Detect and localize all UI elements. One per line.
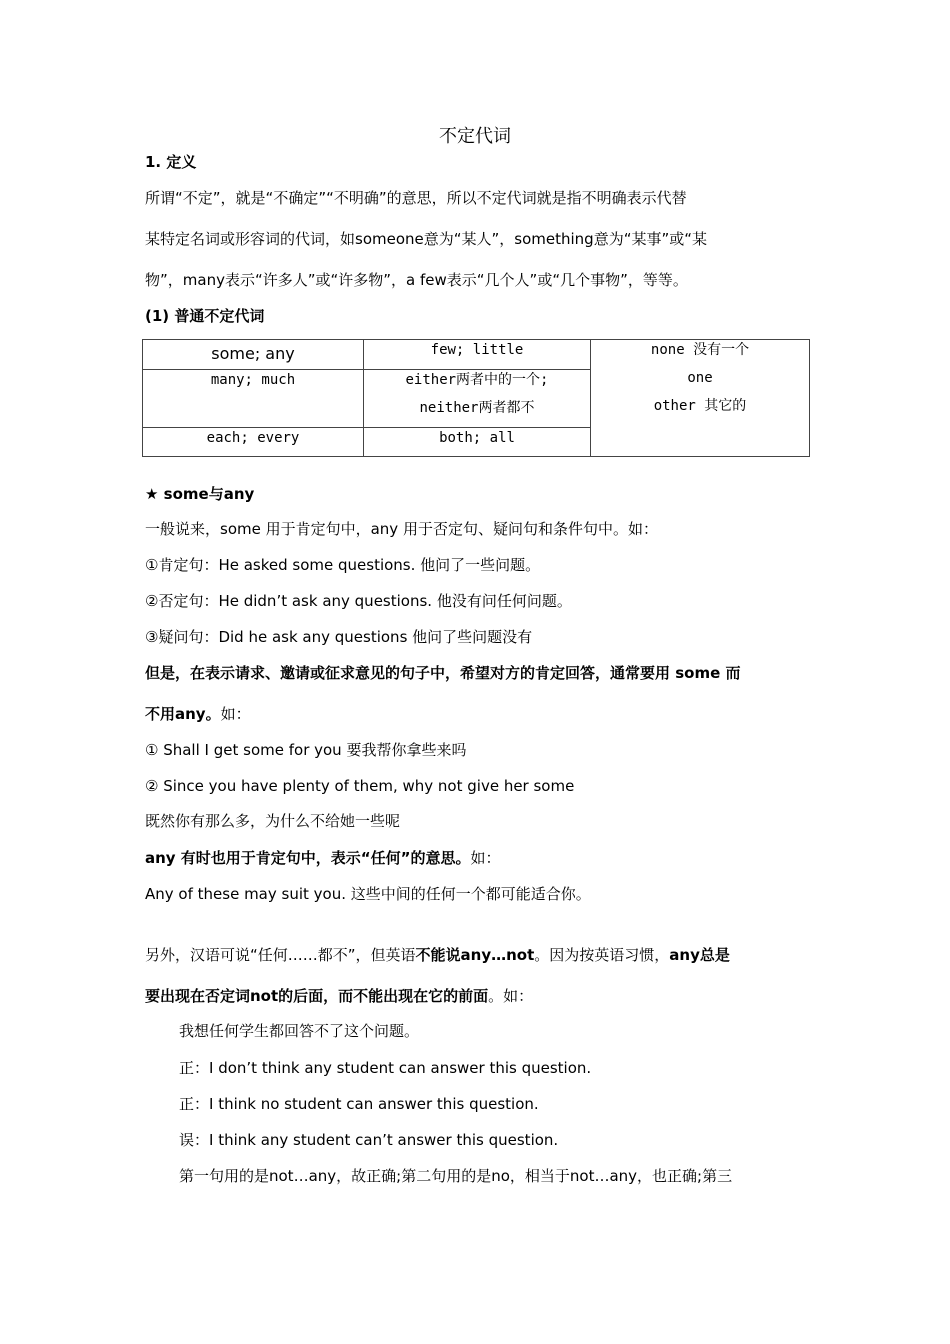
table-cell: some; any — [143, 340, 364, 370]
example-request-2: ② Since you have plenty of them, why not give her some — [145, 777, 575, 795]
definition-line-2: 某特定名词或形容词的代词，如someone意为“某人”，something意为“某事”或“某 — [145, 230, 708, 248]
table-cell: few; little — [364, 340, 591, 370]
example-affirmative: ①肯定句：He asked some questions. 他问了一些问题。 — [145, 556, 541, 574]
someany-intro: 一般说来，some 用于肯定句中，any 用于否定句、疑问句和条件句中。如： — [145, 520, 658, 538]
section-heading-definition: 1. 定义 — [145, 153, 197, 171]
someany-note-line-2: 不用any。如： — [145, 705, 251, 723]
example-question: ③疑问句：Did he ask any questions 他问了些问题没有 — [145, 628, 533, 646]
example-negative: ②否定句：He didn’t ask any questions. 他没有问任何问题。 — [145, 592, 572, 610]
example-correct-1: 正：I don’t think any student can answer this question. — [179, 1059, 592, 1077]
example-any: Any of these may suit you. 这些中间的任何一个都可能适合你。 — [145, 885, 591, 903]
pronoun-table — [142, 339, 810, 457]
example-chinese-sentence: 我想任何学生都回答不了这个问题。 — [179, 1022, 420, 1040]
definition-line-3: 物”，many表示“许多人”或“许多物”，a few表示“几个人”或“几个事物”，等等。 — [145, 271, 688, 289]
example-request-2-translation: 既然你有那么多，为什么不给她一些呢 — [145, 812, 401, 830]
further-line-1: 另外，汉语可说“任何……都不”，但英语不能说any…not。因为按英语习惯，any总是 — [145, 946, 730, 964]
table-cell: many; much — [143, 370, 364, 428]
example-correct-2: 正：I think no student can answer this question. — [179, 1095, 539, 1113]
any-affirmative-note: any 有时也用于肯定句中，表示“任何”的意思。如： — [145, 849, 501, 867]
explanation-line: 第一句用的是not…any，故正确;第二句用的是no，相当于not…any，也正确;第三 — [179, 1167, 733, 1185]
table-cell: each; every — [143, 428, 364, 457]
page-title: 不定代词 — [439, 126, 511, 147]
example-request-1: ① Shall I get some for you 要我帮你拿些来吗 — [145, 741, 467, 759]
further-line-2: 要出现在否定词not的后面，而不能出现在它的前面。如： — [145, 987, 534, 1005]
subsection-heading-common: (1) 普通不定代词 — [145, 307, 265, 325]
someany-note-line-1: 但是，在表示请求、邀请或征求意见的句子中，希望对方的肯定回答，通常要用 some 而 — [145, 664, 741, 682]
table-cell: both; all — [364, 428, 591, 457]
definition-line-1: 所谓“不定”，就是“不确定”“不明确”的意思，所以不定代词就是指不明确表示代替 — [145, 189, 687, 207]
table-cell: either两者中的一个; neither两者都不 — [364, 370, 591, 428]
table-cell-merged: none 没有一个 one other 其它的 — [591, 340, 810, 457]
example-wrong: 误：I think any student can’t answer this question. — [179, 1131, 559, 1149]
someany-heading: ★ some与any — [145, 485, 255, 503]
